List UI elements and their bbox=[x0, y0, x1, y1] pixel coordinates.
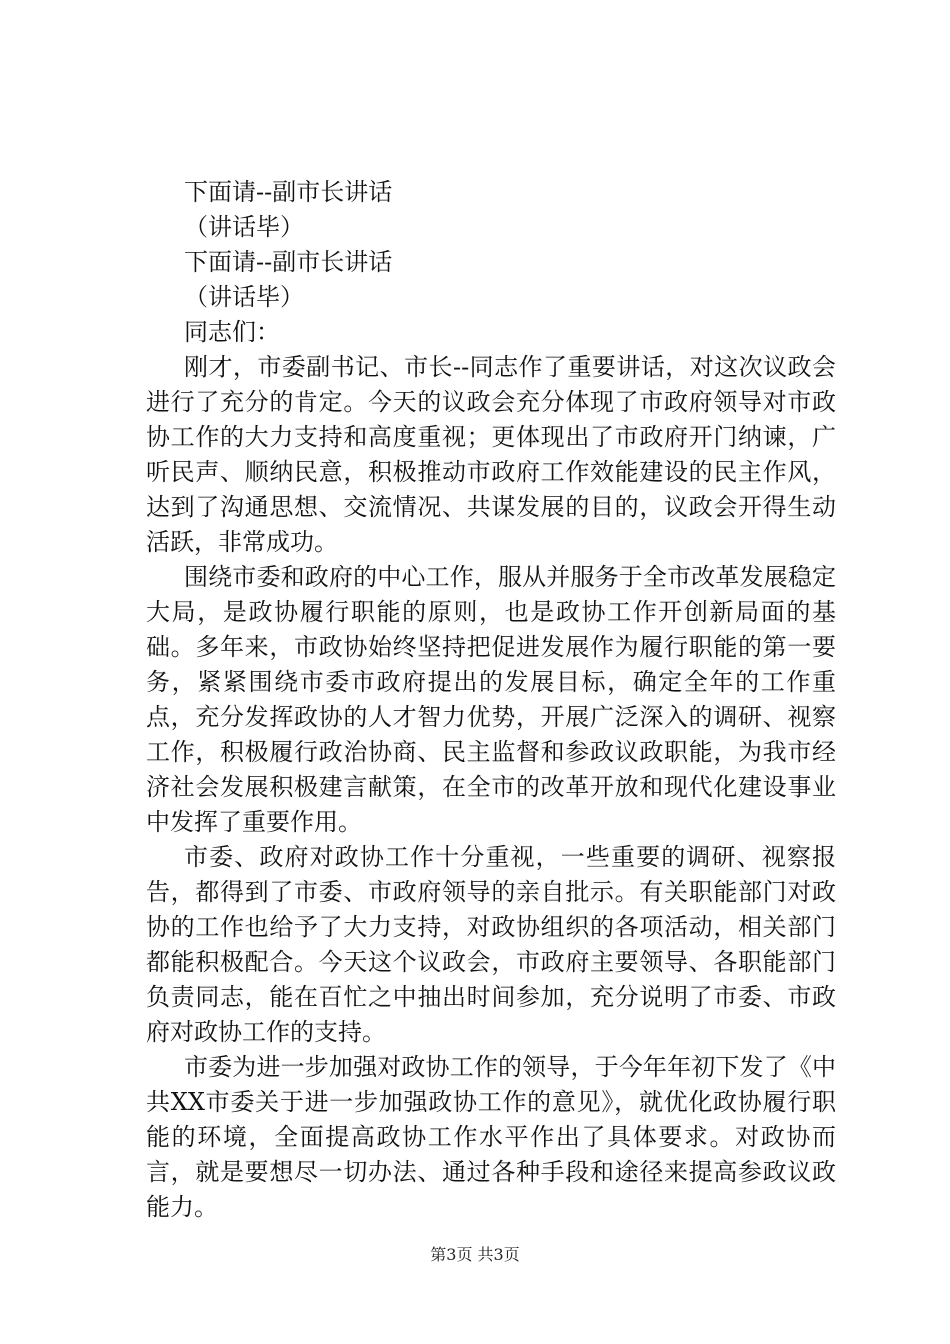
paragraph: 围绕市委和政府的中心工作，服从并服务于全市改革发展稳定大局，是政协履行职能的原则，也是政协工作开创新局面的基础。多年来，市政协始终坚持把促进发展作为履行职能的第一要务，紧紧围绕市委市政府提出的发展目标，确定全年的工作重点，充分发挥政协的人才智力优势，开展广泛深入的调研、视察工作，积极履行政治协商、民主监督和参政议政职能，为我市经济社会发展积极建言献策，在全市的改革开放和现代化建设事业中发挥了重要作用。 bbox=[146, 563, 836, 836]
paragraph: 市委为进一步加强对政协工作的领导，于今年年初下发了《中共XX市委关于进一步加强政协工作的意见》，就优化政协履行职能的环境，全面提高政协工作水平作出了具体要求。对政协而言，就是要想尽一切办法、通过各种手段和途径来提高参政议政能力。 bbox=[146, 1053, 836, 1221]
salutation: 同志们： bbox=[184, 318, 280, 346]
text-line: 下面请--副市长讲话 bbox=[184, 178, 393, 206]
document-body bbox=[146, 175, 836, 1225]
page-number-footer: 第3页 共3页 bbox=[430, 1245, 520, 1264]
paragraph: 市委、政府对政协工作十分重视，一些重要的调研、视察报告，都得到了市委、市政府领导的亲自批示。有关职能部门对政协的工作也给予了大力支持，对政协组织的各项活动，相关部门都能积极配合。今天这个议政会，市政府主要领导、各职能部门负责同志，能在百忙之中抽出时间参加，充分说明了市委、市政府对政协工作的支持。 bbox=[146, 843, 836, 1046]
text-line: （讲话毕） bbox=[184, 213, 304, 241]
text-line: 下面请--副市长讲话 bbox=[184, 248, 393, 276]
paragraph: 刚才，市委副书记、市长--同志作了重要讲话，对这次议政会进行了充分的肯定。今天的议政会充分体现了市政府领导对市政协工作的大力支持和高度重视；更体现出了市政府开门纳谏，广听民声、顺纳民意，积极推动市政府工作效能建设的民主作风，达到了沟通思想、交流情况、共谋发展的目的，议政会开得生动活跃，非常成功。 bbox=[146, 353, 836, 556]
text-line: （讲话毕） bbox=[184, 283, 304, 311]
